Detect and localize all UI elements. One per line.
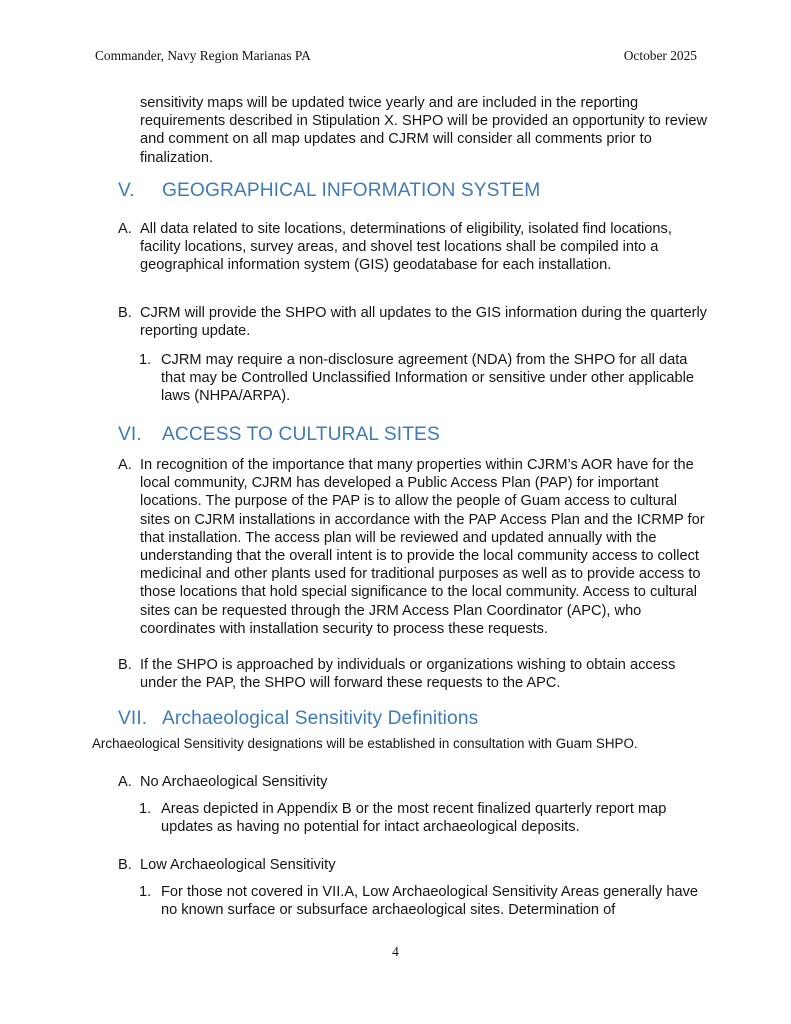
section-v-number: V.: [118, 180, 135, 201]
item-text: All data related to site locations, determinations of eligibility, isolated find locations, facility locations, survey areas, and shovel test locations shall be compiled into a geographical information system (GIS) geodatabase for each installation.: [140, 221, 672, 274]
section-vi-number: VI.: [118, 424, 142, 445]
item-label: B.: [118, 657, 132, 673]
item-text: If the SHPO is approached by individuals or organizations wishing to obtain access under the PAP, the SHPO will forward these requests to the APC.: [140, 657, 676, 692]
section-vi-title: ACCESS TO CULTURAL SITES: [162, 424, 440, 445]
section-v-title: GEOGRAPHICAL INFORMATION SYSTEM: [162, 180, 541, 201]
item-label: 1.: [139, 884, 152, 900]
item-label: 1.: [139, 801, 152, 817]
item-text: Areas depicted in Appendix B or the most recent finalized quarterly report map updates as having no potential for intact archaeological deposits.: [161, 801, 667, 836]
item-label: A.: [118, 774, 132, 790]
item-label: B.: [118, 305, 132, 321]
item-text: Low Archaeological Sensitivity: [140, 857, 336, 873]
item-text: No Archaeological Sensitivity: [140, 774, 328, 790]
item-label: A.: [118, 457, 132, 473]
item-label: 1.: [139, 352, 152, 368]
section-vii-title: Archaeological Sensitivity Definitions: [162, 708, 479, 729]
item-text: CJRM may require a non-disclosure agreement (NDA) from the SHPO for all data that may be Controlled Unclassified Information or sensitive under other applicable laws (NHPA/ARPA).: [161, 352, 694, 405]
continuation-paragraph: sensitivity maps will be updated twice yearly and are included in the reporting requirements described in Stipulation X. SHPO will be provided an opportunity to review and comment on all map updates and CJRM will consider all comments prior to finalization.: [140, 95, 708, 166]
header-organization: Commander, Navy Region Marianas PA: [95, 48, 311, 63]
item-text: For those not covered in VII.A, Low Archaeological Sensitivity Areas generally have no known surface or subsurface archaeological sites. Determination of: [161, 884, 699, 919]
item-text: In recognition of the importance that many properties within CJRM’s AOR have for the local community, CJRM has developed a Public Access Plan (PAP) for important locations. The purpose of the PAP is to allow the people of Guam access to cultural sites on CJRM installations in accordance with the PAP Access Plan and the ICRMP for that installation. The access plan will be reviewed and updated annually with the understanding that the overall intent is to provide the local community access to collect medicinal and other plants used for traditional purposes as well as to provide access to those locations that hold special significance to the local community. Access to cultural sites can be requested through the JRM Access Plan Coordinator (APC), who coordinates with installation security to process these requests.: [140, 457, 705, 637]
item-label: B.: [118, 857, 132, 873]
page-number: 4: [392, 944, 399, 959]
section-vii-intro: Archaeological Sensitivity designations will be established in consultation with Guam SHPO.: [92, 736, 638, 751]
item-text: CJRM will provide the SHPO with all updates to the GIS information during the quarterly reporting update.: [140, 305, 707, 340]
item-label: A.: [118, 221, 132, 237]
header-date: October 2025: [623, 48, 697, 63]
section-vii-number: VII.: [118, 708, 148, 729]
